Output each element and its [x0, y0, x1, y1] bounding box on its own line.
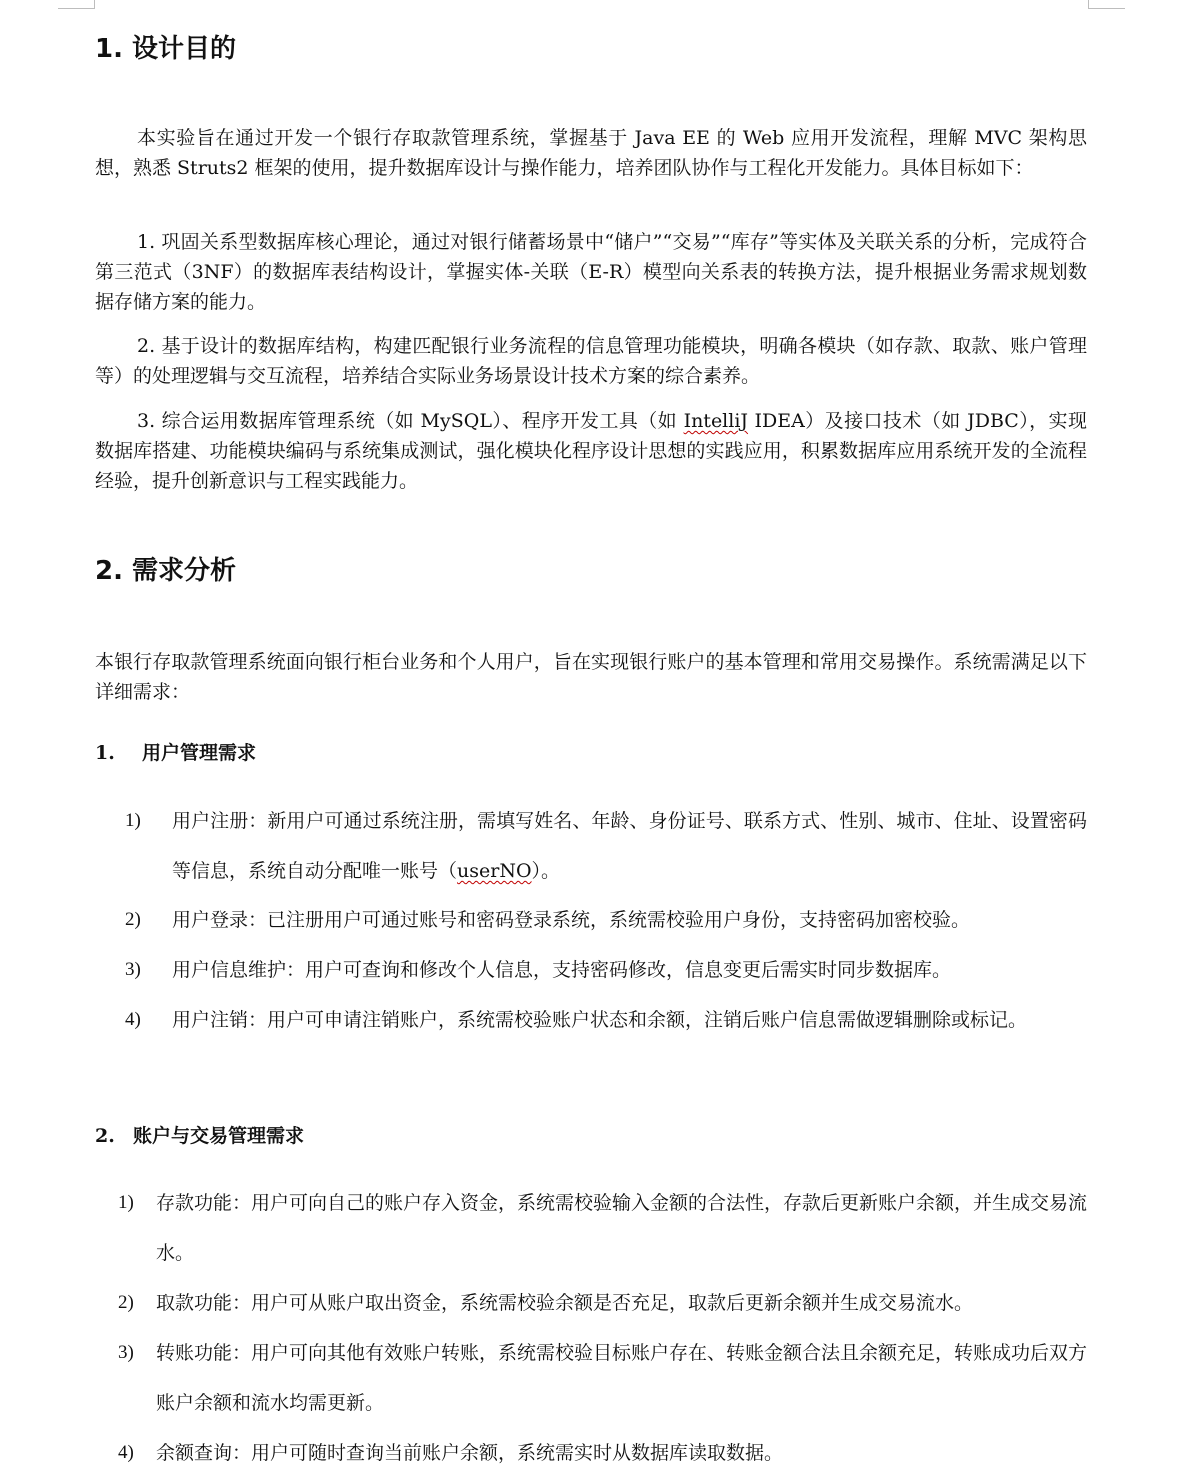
list-item: 2) 用户登录：已注册用户可通过账号和密码登录系统，系统需校验用户身份，支持密码加密校验。 [125, 909, 971, 931]
page-corner-mark-left [58, 0, 95, 9]
subsection-heading-account-transaction: 2. 账户与交易管理需求 [95, 1125, 305, 1147]
spellcheck-word: IntelliJ [683, 410, 749, 432]
section-heading-design-purpose: 1. 设计目的 [95, 34, 237, 64]
spellcheck-word: userNO [457, 860, 532, 882]
list-item: 1) 存款功能：用户可向自己的账户存入资金，系统需校验输入金额的合法性，存款后更新账户余额，并生成交易流水。 [118, 1192, 1088, 1264]
list-item: 2) 取款功能：用户可从账户取出资金，系统需校验余额是否充足，取款后更新余额并生成交易流水。 [118, 1292, 974, 1314]
requirements-intro: 本银行存取款管理系统面向银行柜台业务和个人用户，旨在实现银行账户的基本管理和常用交易操作。系统需满足以下详细需求： [95, 651, 1087, 703]
subsection-heading-user-management: 1. 用户管理需求 [95, 742, 257, 764]
goal-item-2: 2. 基于设计的数据库结构，构建匹配银行业务流程的信息管理功能模块，明确各模块（如存款、取款、账户管理等）的处理逻辑与交互流程，培养结合实际业务场景设计技术方案的综合素养。 [95, 335, 1087, 387]
list-item: 4) 余额查询：用户可随时查询当前账户余额，系统需实时从数据库读取数据。 [118, 1442, 784, 1464]
page-corner-mark-right [1088, 0, 1125, 9]
list-item: 4) 用户注销：用户可申请注销账户，系统需校验账户状态和余额，注销后账户信息需做逻辑删除或标记。 [125, 1009, 1028, 1031]
list-item: 1) 用户注册：新用户可通过系统注册，需填写姓名、年龄、身份证号、联系方式、性别、城市、住址、设置密码等信息，系统自动分配唯一账号（userNO）。 [125, 810, 1087, 882]
design-purpose-intro: 本实验旨在通过开发一个银行存取款管理系统，掌握基于 Java EE 的 Web 应用开发流程，理解 MVC 架构思想，熟悉 Struts2 框架的使用，提升数据库设计与操作能力，培养团队协作与工程化开发能力。具体目标如下： [95, 127, 1087, 179]
section-heading-requirements: 2. 需求分析 [95, 556, 237, 586]
list-item: 3) 用户信息维护：用户可查询和修改个人信息，支持密码修改，信息变更后需实时同步数据库。 [125, 959, 952, 981]
goal-item-1: 1. 巩固关系型数据库核心理论，通过对银行储蓄场景中“储户”“交易”“库存”等实体及关联关系的分析，完成符合第三范式（3NF）的数据库表结构设计，掌握实体-关联（E-R）模型向关系表的转换方法，提升根据业务需求规划数据存储方案的能力。 [95, 231, 1087, 313]
list-item: 3) 转账功能：用户可向其他有效账户转账，系统需校验目标账户存在、转账金额合法且余额充足，转账成功后双方账户余额和流水均需更新。 [118, 1342, 1088, 1414]
goal-item-3: 3. 综合运用数据库管理系统（如 MySQL）、程序开发工具（如 IntelliJ IDEA）及接口技术（如 JDBC），实现数据库搭建、功能模块编码与系统集成测试，强化模块化程序设计思想的实践应用，积累数据库应用系统开发的全流程经验，提升创新意识与工程实践能力。 [95, 410, 1087, 492]
